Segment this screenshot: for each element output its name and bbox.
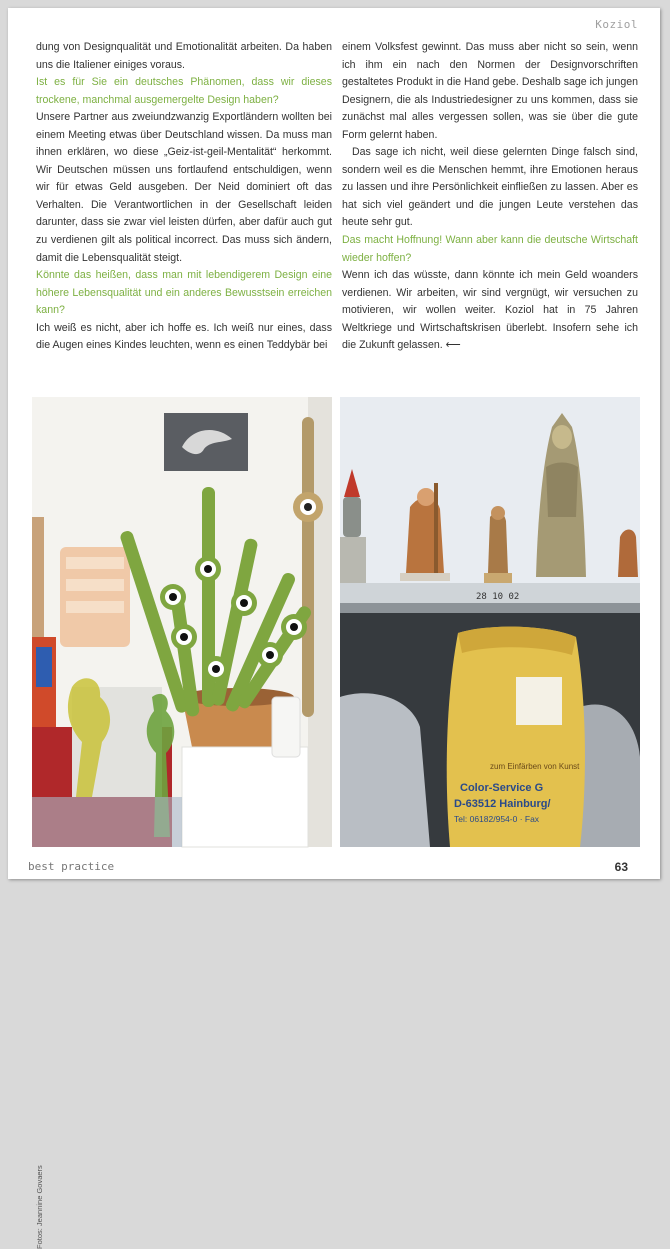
bag-text-line-1: Color-Service G (460, 782, 544, 794)
page-number: 63 (614, 860, 628, 874)
photo-credit: Fotos: Jeannine Govaers (35, 1165, 44, 1249)
interview-answer: Unsere Partner aus zweiundzwanzig Exportländern wollten bei einem Meeting etwas über Deutschland wissen. Da muss man ihnen erklären, wo diese „Geiz-ist-geil-Mentalität“ herkommt. Wir Deutschen müssen uns fortlaufend entschuldigen, wenn wir für etwas Geld ausgeben. Der Neid dominiert oft das Verhalten. Die Verantwortlichen in der Gesellschaft leiden darunter, dass sie zwar viel leisten dürfen, aber dafür auch gut zu verdienen gilt als political incorrect. Das muss sich ändern, damit die Lebensqualität steigt. (36, 111, 332, 264)
interview-answer: Wenn ich das wüsste, dann könnte ich mein Geld woanders verdienen. Wir arbeiten, wir sind vergnügt, wir versuchen zu motivieren, wir wollen weiter. Koziol hat in 75 Jahren Weltkriege und Wirtschaftskrisen überlebt. Insofern sehe ich die Zukunft gelassen. ⟵ (342, 269, 638, 352)
footer-section-label: best practice (28, 860, 115, 873)
magazine-page (8, 8, 660, 1249)
interview-answer: Ich weiß es nicht, aber ich hoffe es. Ich weiß nur eines, dass die Augen eines Kindes leuchten, wenn es einen Teddybär bei (36, 321, 332, 352)
shelf-label: 28 10 02 (476, 592, 520, 602)
interview-question: Das macht Hoffnung! Wann aber kann die deutsche Wirtschaft wieder hoffen? (342, 234, 638, 264)
text-column-right (342, 39, 638, 355)
bag-text-line-3: Tel: 06182/954-0 · Fax (454, 814, 540, 824)
photo-figurines-illustration (340, 397, 640, 847)
brand-header: Koziol (595, 18, 638, 31)
interview-answer: dung von Designqualität und Emotionalität arbeiten. Da haben uns die Italiener einiges voraus. (36, 41, 332, 71)
photo-green-figures-illustration (32, 397, 332, 847)
bag-text-line-2: D-63512 Hainburg/ (454, 798, 551, 810)
text-column-left (36, 39, 332, 355)
interview-question: Ist es für Sie ein deutsches Phänomen, dass wir dieses trockene, manchmal ausgemergelte Design haben? (36, 76, 332, 106)
interview-question: Könnte das heißen, dass man mit lebendigerem Design eine höhere Lebensqualität und ein anderes Bewusstsein erreichen kann? (36, 269, 332, 317)
interview-answer: Das sage ich nicht, weil diese gelernten Dinge falsch sind, sondern weil es die Menschen hemmt, ihre Emotionen heraus zu lassen und ihre Persönlichkeit einfließen zu lassen. Aber es hat sich viel geändert und die jungen Leute verstehen das heute sehr gut. (342, 146, 638, 229)
photo-figurines-shelf (340, 397, 640, 847)
interview-answer: einem Volksfest gewinnt. Das muss aber nicht so sein, wenn ich ihm ein nach den Normen der Designvorschriften gestaltetes Produkt in die Hand gebe. Deshalb sage ich jungen Designern, die als Industriedesigner zu uns kommen, dass sie zunächst mal alles vergessen sollen, was sie über die gute Form gelernt haben. (342, 41, 638, 141)
bag-small-text: zum Einfärben von Kunst (490, 762, 580, 771)
